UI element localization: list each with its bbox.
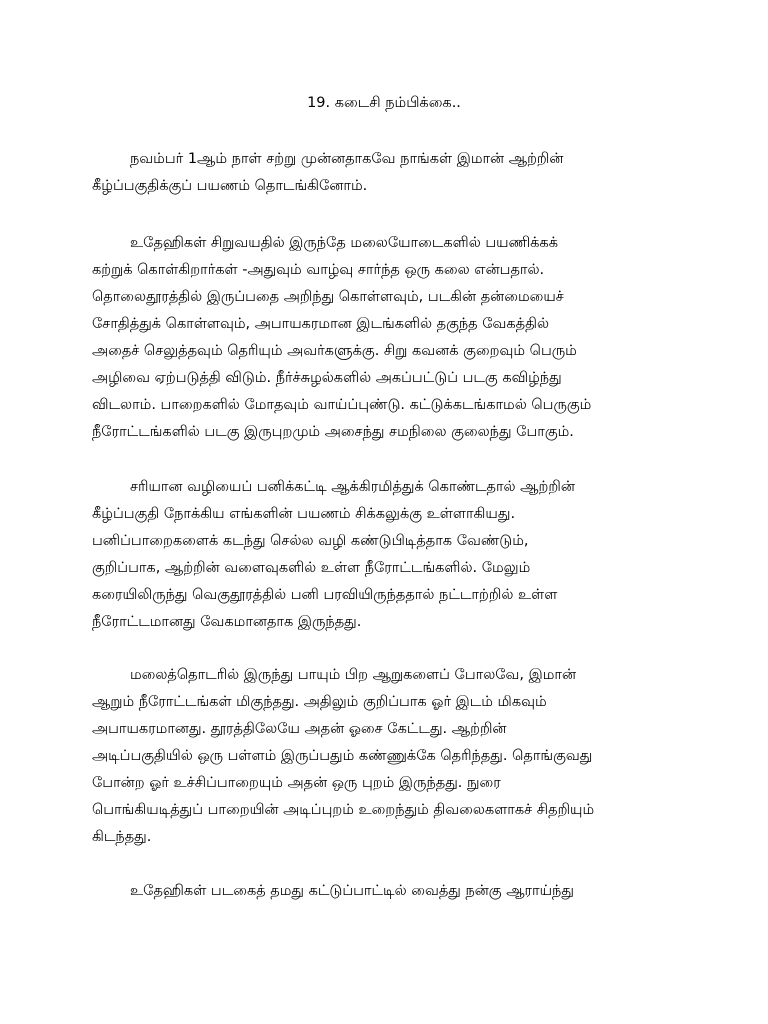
text-line: நீரோட்டங்களில் படகு இருபுறமும் அசைந்து சமநிலை குலைந்து போகும். [92,424,574,440]
paragraph-3 [92,474,692,636]
text-line: அடிப்பகுதியில் ஒரு பள்ளம் இருப்பதும் கண்ணுக்கே தெரிந்தது. தொங்குவது [92,748,593,764]
text-line: விடலாம். பாறைகளில் மோதவும் வாய்ப்புண்டு. கட்டுக்கடங்காமல் பெருகும் [92,397,592,413]
text-line: கீழ்ப்பகுதிக்குப் பயணம் தொடங்கினோம். [92,178,368,194]
text-line: பொங்கியடித்துப் பாறையின் அடிப்புறம் உறைந்தும் திவலைகளாகச் சிதறியும் [92,802,595,818]
chapter-title: 19. கடைசி நம்பிக்கை.. [307,95,461,111]
text-line: போன்ற ஓர் உச்சிப்பாறையும் அதன் ஒரு புறம் இருந்தது. நுரை [92,775,501,791]
text-line: கிடந்தது. [92,829,152,845]
text-line: குறிப்பாக, ஆற்றின் வளைவுகளில் உள்ள நீரோட்டங்களில். மேலும் [92,560,531,576]
paragraph-5 [92,878,692,905]
text-line: அதைச் செலுத்தவும் தெரியும் அவர்களுக்கு. சிறு கவனக் குறைவும் பெரும் [92,343,577,359]
text-line: மலைத்தொடரில் இருந்து பாயும் பிற ஆறுகளைப் போலவே, இமான் [130,667,577,683]
text-line: சரியான வழியைப் பனிக்கட்டி ஆக்கிரமித்துக் கொண்டதால் ஆற்றின் [130,479,575,495]
paragraph-4 [92,662,692,851]
text-line: நவம்பர் 1ஆம் நாள் சற்று முன்னதாகவே நாங்கள் இமான் ஆற்றின் [130,151,564,167]
text-line: சோதித்துக் கொள்ளவும், அபாயகரமான இடங்களில் தகுந்த வேகத்தில் [92,316,550,332]
paragraph-2 [92,230,692,446]
text-line: நீரோட்டமானது வேகமானதாக இருந்தது. [92,614,362,630]
text-line: கீழ்ப்பகுதி நோக்கிய எங்களின் பயணம் சிக்கலுக்கு உள்ளாகியது. [92,506,516,522]
text-line: அபாயகரமானது. தூரத்திலேயே அதன் ஓசை கேட்டது. ஆற்றின் [92,721,507,737]
text-line: கரையிலிருந்து வெகுதூரத்தில் பனி பரவியிருந்ததால் நட்டாற்றில் உள்ள [92,587,558,603]
text-line: உதேஹிகள் படகைத் தமது கட்டுப்பாட்டில் வைத்து நன்கு ஆராய்ந்து [130,883,574,899]
paragraph-1 [92,146,692,200]
text-line: உதேஹிகள் சிறுவயதில் இருந்தே மலையோடைகளில் பயணிக்கக் [130,235,558,251]
text-line: ஆறும் நீரோட்டங்கள் மிகுந்தது. அதிலும் குறிப்பாக ஓர் இடம் மிகவும் [92,694,547,710]
text-line: அழிவை ஏற்படுத்தி விடும். நீர்ச்சுழல்களில் அகப்பட்டுப் படகு கவிழ்ந்து [92,370,562,386]
text-line: தொலைதூரத்தில் இருப்பதை அறிந்து கொள்ளவும், படகின் தன்மையைச் [92,289,564,305]
text-line: கற்றுக் கொள்கிறார்கள் -அதுவும் வாழ்வு சார்ந்த ஒரு கலை என்பதால். [92,262,545,278]
text-line: பனிப்பாறைகளைக் கடந்து செல்ல வழி கண்டுபிடித்தாக வேண்டும், [92,533,529,549]
